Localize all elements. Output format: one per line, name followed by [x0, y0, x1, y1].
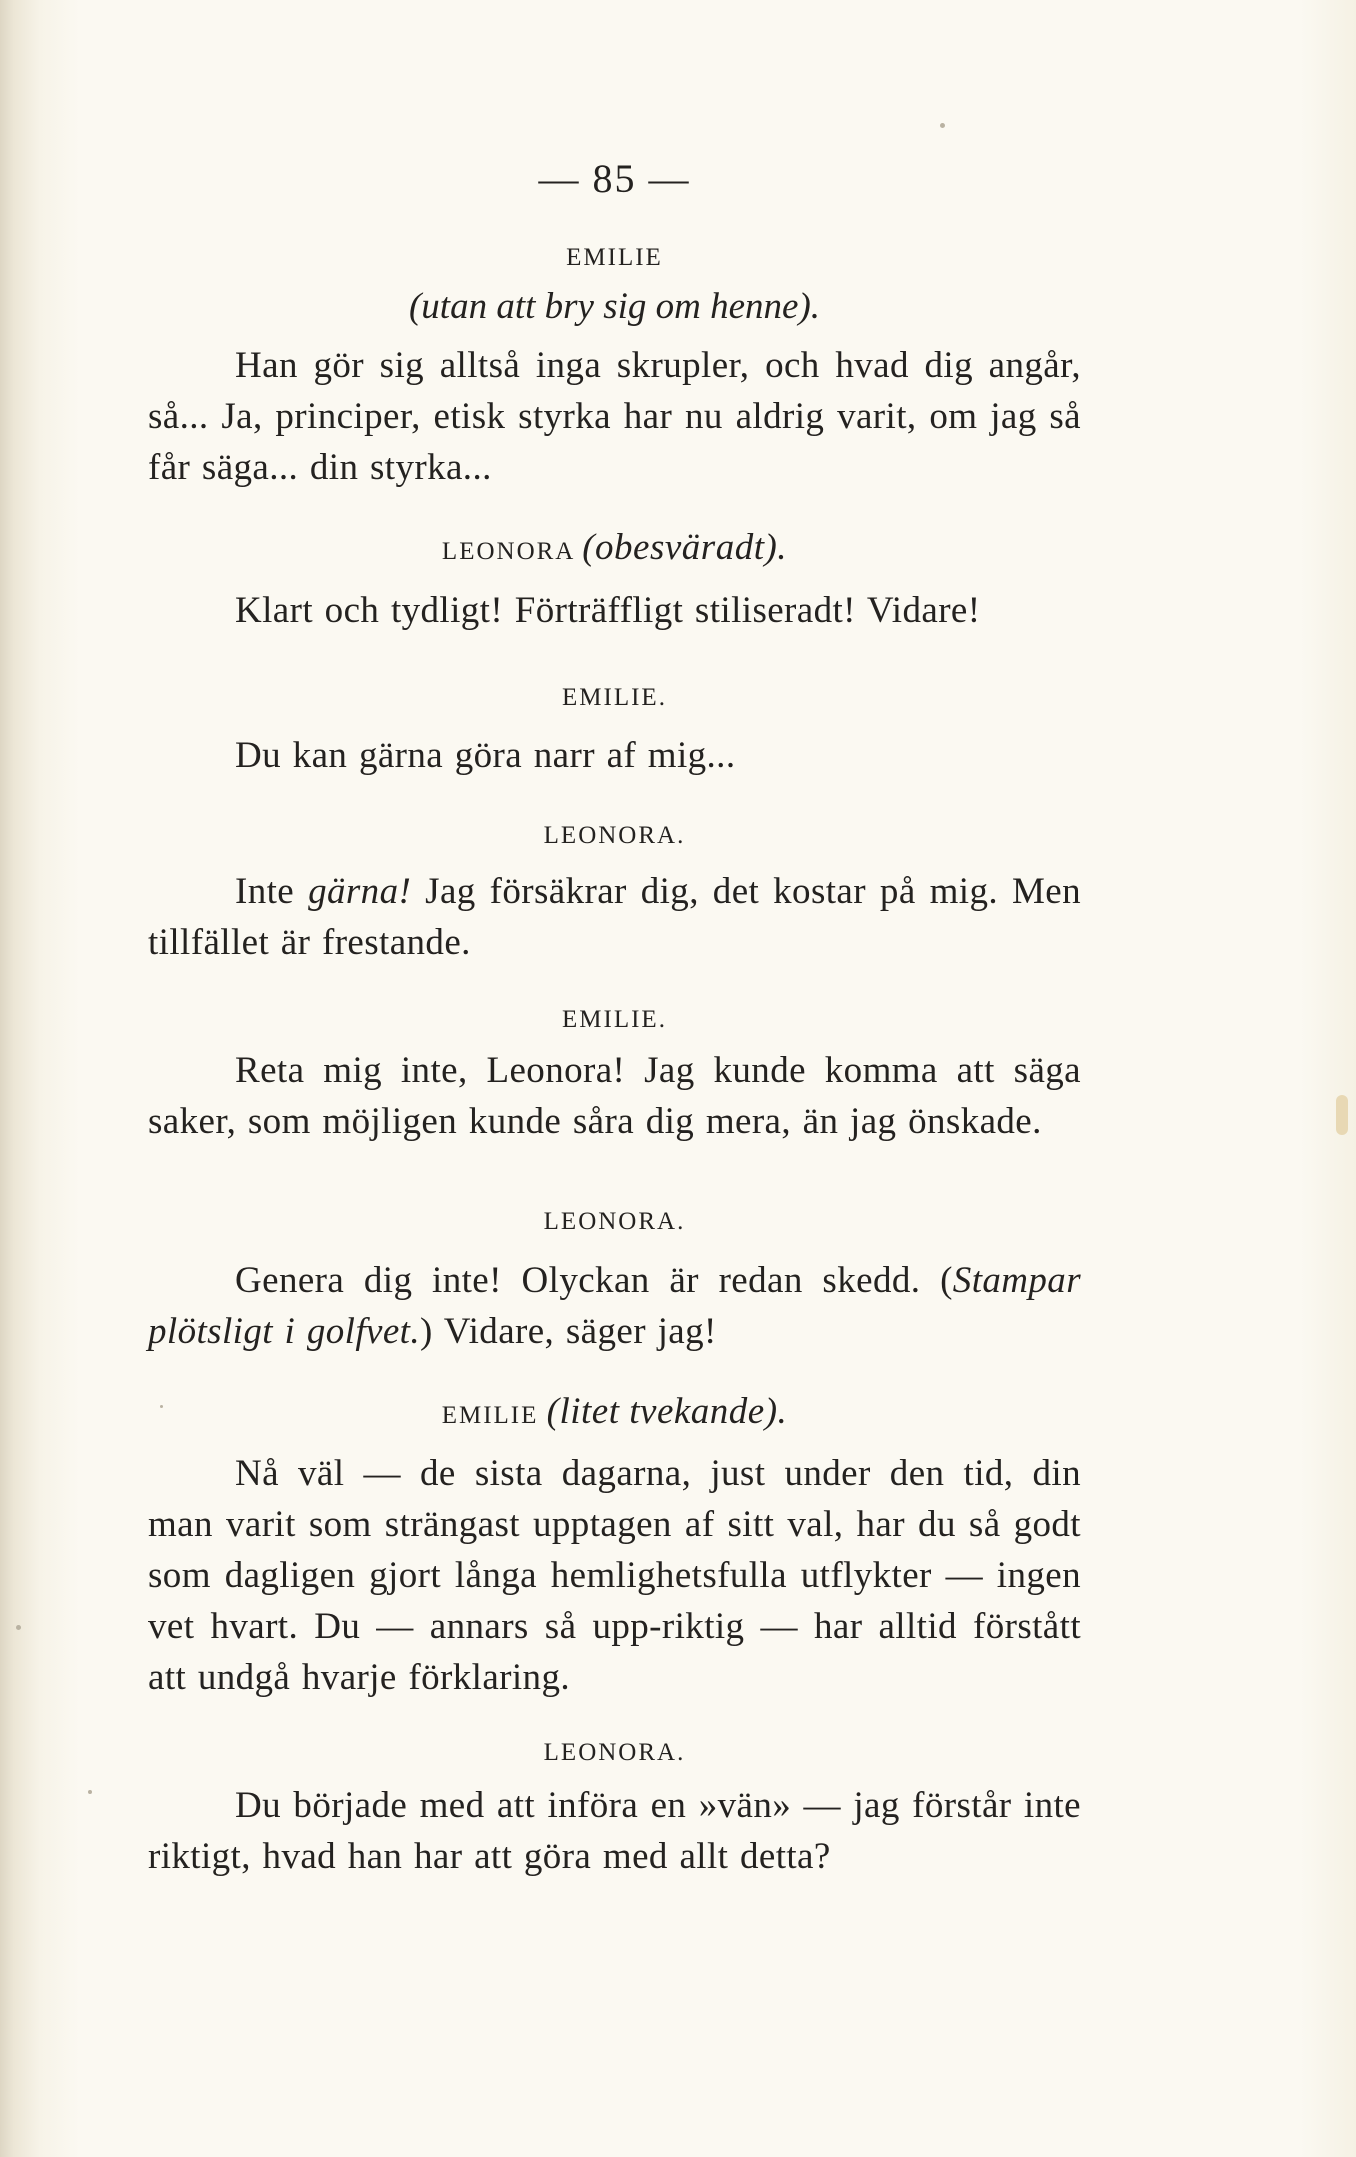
speaker-emilie: EMILIE — [566, 244, 663, 271]
speaker-leonora: LEONORA. — [543, 1739, 686, 1766]
page-edge-mark — [1336, 1095, 1348, 1135]
speaker-leonora: LEONORA. — [543, 1208, 686, 1235]
dialogue-paragraph: Nå väl — de sista dagarna, just under den tid, din man varit som strängast upptagen af sitt val, har du så godt som dagligen gjort långa hemlighetsfulla utflykter — ingen vet hvart. Du — annars så upp-riktig — har alltid förstått att undgå hvarje förklaring. — [148, 1453, 1081, 1698]
text-segment: Jag försäkrar dig, det kostar på mig. Men tillfället är frestande. — [148, 871, 1081, 963]
dialogue-paragraph: Reta mig inte, Leonora! Jag kunde komma att säga saker, som möjligen kunde såra dig mera, än jag önskade. — [148, 1050, 1081, 1142]
speaker-emilie — [148, 1392, 1081, 1436]
stage-direction-inline: Stampar plötsligt i golfvet. — [148, 1260, 1081, 1352]
paper-speck — [88, 1790, 92, 1794]
page-number: — 85 — — [538, 156, 691, 201]
speaker-direction: (obesväradt). — [582, 527, 788, 568]
text-segment: Inte — [235, 871, 295, 912]
speaker-name: EMILIE — [441, 1402, 539, 1429]
text-segment: ) Vidare, säger jag! — [420, 1311, 717, 1352]
dialogue-paragraph — [148, 866, 1081, 968]
speaker-emilie: EMILIE. — [562, 684, 667, 711]
emphasis: gärna! — [308, 871, 412, 912]
dialogue-paragraph: Han gör sig alltså inga skrupler, och hvad dig angår, så... Ja, principer, etisk styrka har nu aldrig varit, om jag så får säga... din styrka... — [148, 345, 1081, 488]
paper-speck — [940, 123, 945, 128]
speaker-name: LEONORA — [441, 538, 574, 565]
dialogue-paragraph: Du kan gärna göra narr af mig... — [235, 735, 736, 776]
speaker-emilie: EMILIE. — [562, 1006, 667, 1033]
dialogue-paragraph: Du började med att införa en »vän» — jag förstår inte riktigt, hvad han har att göra med allt detta? — [148, 1785, 1081, 1877]
text-segment: Genera dig inte! Olyckan är redan skedd. ( — [235, 1260, 953, 1301]
speaker-leonora — [148, 528, 1081, 572]
speaker-direction: (litet tvekande). — [546, 1391, 788, 1432]
paper-speck — [16, 1625, 21, 1630]
dialogue-paragraph — [148, 1255, 1081, 1357]
paper-speck — [160, 1405, 163, 1408]
stage-direction: (utan att bry sig om henne). — [408, 286, 821, 327]
dialogue-paragraph: Klart och tydligt! Förträffligt stiliseradt! Vidare! — [235, 590, 981, 631]
speaker-leonora: LEONORA. — [543, 822, 686, 849]
